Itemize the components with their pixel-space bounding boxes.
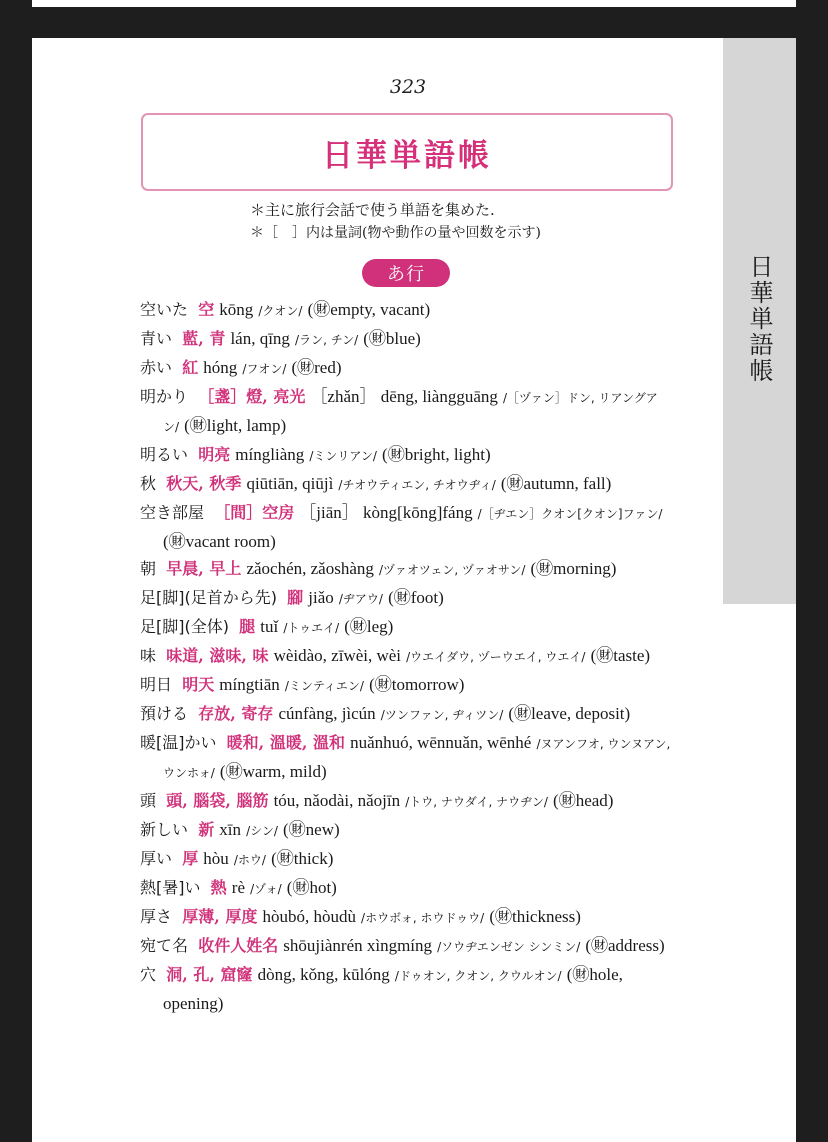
entry-english: (㊖hole, opening) bbox=[163, 965, 623, 1013]
page-title: 日華単語帳 bbox=[322, 137, 492, 174]
entry-japanese: 赤い bbox=[140, 358, 173, 377]
entry-pinyin: qiūtiān, qiūjì bbox=[246, 474, 334, 493]
entry-english: (㊖leg) bbox=[344, 617, 394, 636]
entry-chinese: 腿 bbox=[239, 617, 256, 636]
entry-english: (㊖warm, mild) bbox=[219, 762, 327, 781]
entry-pinyin: dòng, kǒng, kūlóng bbox=[257, 965, 390, 984]
entry-chinese: 頭, 腦袋, 腦筋 bbox=[166, 791, 269, 810]
entry-kana-reading: /［ヂエン］クオン[クオン]ファン/ bbox=[477, 507, 663, 521]
entry-pinyin: zǎochén, zǎoshàng bbox=[246, 559, 374, 578]
entry-list bbox=[140, 296, 673, 1017]
entry-chinese: 收件人姓名 bbox=[198, 936, 279, 955]
dictionary-entry bbox=[140, 816, 673, 845]
entry-chinese: 新 bbox=[198, 820, 215, 839]
dictionary-page bbox=[32, 38, 796, 1142]
entry-kana-reading: /シン/ bbox=[246, 824, 278, 838]
entry-kana-reading: /ヂアウ/ bbox=[338, 592, 383, 606]
entry-pinyin: kōng bbox=[219, 300, 254, 319]
entry-chinese: 厚 bbox=[182, 849, 199, 868]
entry-english: (㊖thickness) bbox=[489, 907, 581, 926]
dictionary-entry bbox=[140, 470, 673, 499]
dictionary-entry bbox=[140, 441, 673, 470]
entry-pinyin: jiǎo bbox=[308, 588, 334, 607]
entry-japanese: 明日 bbox=[140, 675, 173, 694]
entry-japanese: 頭 bbox=[140, 791, 157, 810]
page-number: 323 bbox=[389, 76, 427, 98]
entry-japanese: 穴 bbox=[140, 965, 157, 984]
side-index-tab-label: 日華単語帳 bbox=[745, 254, 773, 384]
entry-chinese: 存放, 寄存 bbox=[198, 704, 274, 723]
entry-pinyin: hóng bbox=[203, 358, 238, 377]
entry-japanese: 青い bbox=[140, 329, 173, 348]
note-line: ＊主に旅行会話で使う単語を集めた. bbox=[250, 201, 495, 219]
dictionary-entry bbox=[140, 642, 673, 671]
dictionary-entry bbox=[140, 671, 673, 700]
entry-chinese: 空 bbox=[198, 300, 215, 319]
entry-japanese: 朝 bbox=[140, 559, 157, 578]
entry-chinese: 熱 bbox=[210, 878, 227, 897]
dictionary-entry bbox=[140, 325, 673, 354]
entry-pinyin: tóu, nǎodài, nǎojīn bbox=[273, 791, 401, 810]
entry-pinyin: shōujiànrén xìngmíng bbox=[283, 936, 433, 955]
entry-japanese: 暖[温]かい bbox=[140, 733, 217, 752]
entry-english: (㊖address) bbox=[585, 936, 665, 955]
entry-japanese-note: (全体) bbox=[184, 617, 229, 636]
entry-english: (㊖leave, deposit) bbox=[508, 704, 631, 723]
dictionary-entry bbox=[140, 499, 673, 555]
dictionary-entry bbox=[140, 383, 673, 441]
entry-chinese: 明亮 bbox=[198, 445, 231, 464]
entry-kana-reading: /ヌアンフオ, ウンヌアン, ウンホォ/ bbox=[163, 737, 671, 780]
entry-kana-reading: /ヅァオツェン, ヅァオサン/ bbox=[378, 563, 526, 577]
entry-japanese: 空き部屋 bbox=[140, 503, 205, 522]
dictionary-entry bbox=[140, 555, 673, 584]
entry-chinese: 味道, 滋味, 味 bbox=[166, 646, 269, 665]
entry-english: (㊖foot) bbox=[388, 588, 444, 607]
entry-chinese: 腳 bbox=[287, 588, 304, 607]
entry-japanese: 熱[暑]い bbox=[140, 878, 201, 897]
entry-kana-reading: /ミンティエン/ bbox=[284, 679, 364, 693]
entry-japanese: 新しい bbox=[140, 820, 189, 839]
dictionary-entry bbox=[140, 961, 673, 1017]
entry-japanese: 厚い bbox=[140, 849, 173, 868]
entry-japanese-note: (足首から先) bbox=[184, 588, 277, 607]
entry-english: (㊖red) bbox=[291, 358, 342, 377]
entry-kana-reading: /ソウヂエンゼン シンミン/ bbox=[437, 940, 581, 954]
entry-chinese: 早晨, 早上 bbox=[166, 559, 242, 578]
entry-pinyin: ［jiān］ kòng[kōng]fáng bbox=[299, 503, 473, 522]
entry-kana-reading: /ホウボォ, ホウドゥウ/ bbox=[361, 911, 485, 925]
entry-kana-reading: /［ヅァン］ドン, リアングアン/ bbox=[163, 391, 658, 434]
entry-kana-reading: /ラン, チン/ bbox=[295, 333, 359, 347]
dictionary-entry bbox=[140, 729, 673, 787]
dictionary-entry bbox=[140, 584, 673, 613]
entry-japanese: 空いた bbox=[140, 300, 189, 319]
entry-japanese: 秋 bbox=[140, 474, 157, 493]
entry-kana-reading: /ミンリアン/ bbox=[309, 449, 377, 463]
entry-japanese: 足[脚] bbox=[140, 617, 185, 636]
entry-chinese: ［盞］燈, 亮光 bbox=[198, 387, 306, 406]
entry-japanese: 厚さ bbox=[140, 907, 173, 926]
entry-pinyin: rè bbox=[231, 878, 245, 897]
dictionary-entry bbox=[140, 787, 673, 816]
title-box bbox=[141, 113, 673, 191]
entry-english: (㊖thick) bbox=[271, 849, 334, 868]
entry-kana-reading: /ホウ/ bbox=[233, 853, 266, 867]
entry-pinyin: ［zhǎn］ dēng, liàngguāng bbox=[310, 387, 498, 406]
entry-japanese: 足[脚] bbox=[140, 588, 185, 607]
entry-chinese: 洞, 孔, 窟窿 bbox=[166, 965, 253, 984]
entry-pinyin: nuǎnhuó, wēnnuǎn, wēnhé bbox=[350, 733, 532, 752]
entry-chinese: 暖和, 溫暖, 溫和 bbox=[226, 733, 345, 752]
entry-japanese: 預ける bbox=[140, 704, 189, 723]
entry-pinyin: hòu bbox=[203, 849, 229, 868]
entry-japanese: 明かり bbox=[140, 387, 189, 406]
dictionary-entry bbox=[140, 296, 673, 325]
entry-english: (㊖autumn, fall) bbox=[500, 474, 612, 493]
entry-english: (㊖tomorrow) bbox=[369, 675, 465, 694]
dictionary-entry bbox=[140, 874, 673, 903]
entry-chinese: ［間］空房 bbox=[214, 503, 295, 522]
entry-chinese: 厚薄, 厚度 bbox=[182, 907, 258, 926]
entry-kana-reading: /ゾォ/ bbox=[250, 882, 282, 896]
entry-english: (㊖head) bbox=[553, 791, 614, 810]
entry-pinyin: míngtiān bbox=[219, 675, 280, 694]
entry-kana-reading: /クオン/ bbox=[258, 304, 303, 318]
entry-english: (㊖blue) bbox=[363, 329, 421, 348]
dictionary-entry bbox=[140, 613, 673, 642]
entry-english: (㊖taste) bbox=[590, 646, 651, 665]
entry-pinyin: tuǐ bbox=[260, 617, 279, 636]
entry-kana-reading: /ドゥオン, クオン, クウルオン/ bbox=[394, 969, 562, 983]
entry-kana-reading: /トウ, ナウダイ, ナウヂン/ bbox=[405, 795, 548, 809]
entry-japanese: 味 bbox=[140, 646, 157, 665]
dictionary-entry bbox=[140, 700, 673, 729]
entry-kana-reading: /ツンファン, ヂィツン/ bbox=[380, 708, 504, 722]
dictionary-entry bbox=[140, 845, 673, 874]
entry-chinese: 紅 bbox=[182, 358, 199, 377]
entry-pinyin: míngliàng bbox=[235, 445, 305, 464]
entry-kana-reading: /ウエイダウ, ヅーウエイ, ウエイ/ bbox=[406, 650, 586, 664]
entry-chinese: 明天 bbox=[182, 675, 215, 694]
entry-kana-reading: /トゥエイ/ bbox=[283, 621, 340, 635]
entry-pinyin: xīn bbox=[219, 820, 242, 839]
entry-kana-reading: /フオン/ bbox=[242, 362, 287, 376]
entry-english: (㊖bright, light) bbox=[382, 445, 491, 464]
entry-english: (㊖hot) bbox=[286, 878, 337, 897]
side-index-tab[interactable] bbox=[723, 38, 796, 604]
section-badge: あ行 bbox=[362, 259, 450, 287]
entry-pinyin: cúnfàng, jìcún bbox=[278, 704, 376, 723]
entry-english: (㊖empty, vacant) bbox=[307, 300, 431, 319]
entry-english: (㊖new) bbox=[283, 820, 340, 839]
entry-english: (㊖vacant room) bbox=[163, 532, 276, 551]
entry-english: (㊖light, lamp) bbox=[184, 416, 287, 435]
entry-pinyin: wèidào, zīwèi, wèi bbox=[273, 646, 402, 665]
dictionary-entry bbox=[140, 932, 673, 961]
entry-pinyin: hòubó, hòudù bbox=[262, 907, 356, 926]
entry-japanese: 宛て名 bbox=[140, 936, 189, 955]
dictionary-entry bbox=[140, 903, 673, 932]
entry-pinyin: lán, qīng bbox=[230, 329, 290, 348]
entry-chinese: 藍, 青 bbox=[182, 329, 226, 348]
entry-kana-reading: /チオウティエン, チオウヂィ/ bbox=[338, 478, 496, 492]
dictionary-entry bbox=[140, 354, 673, 383]
entry-japanese: 明るい bbox=[140, 445, 189, 464]
entry-english: (㊖morning) bbox=[530, 559, 617, 578]
note-line: ＊［ ］内は量詞(物や動作の量や回数を示す) bbox=[250, 225, 541, 241]
entry-chinese: 秋天, 秋季 bbox=[166, 474, 242, 493]
previous-page-edge bbox=[32, 0, 796, 7]
